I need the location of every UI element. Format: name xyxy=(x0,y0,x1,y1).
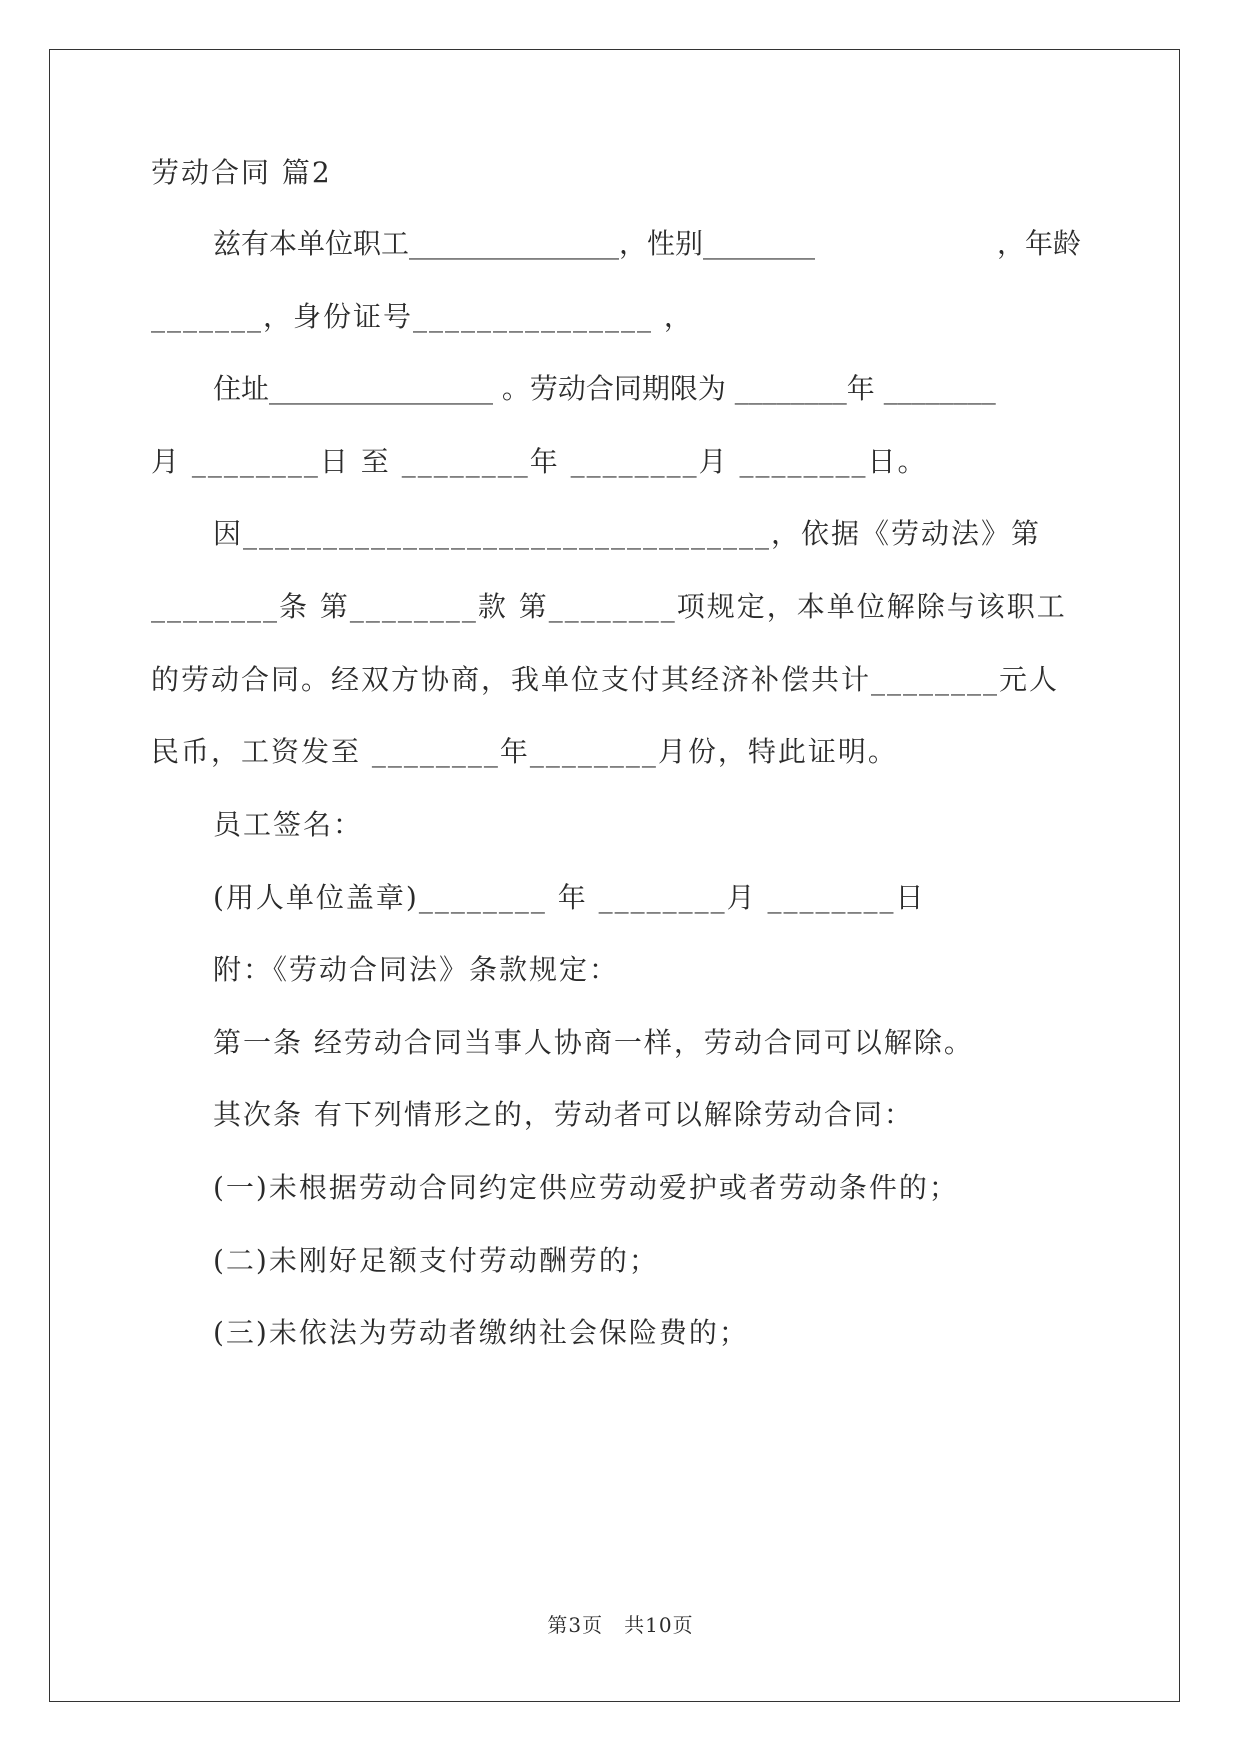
paragraph-line-4: 月 ________日 至 ________年 ________月 ________日。 xyxy=(151,445,928,478)
paragraph-line-7: 的劳动合同。经双方协商，我单位支付其经济补偿共计________元人 xyxy=(151,663,1060,696)
article-one: 第一条 经劳动合同当事人协商一样，劳动合同可以解除。 xyxy=(213,1026,974,1059)
article-two: 其次条 有下列情形之的，劳动者可以解除劳动合同： xyxy=(213,1098,914,1131)
employee-signature-label: 员工签名： xyxy=(213,808,364,841)
page-border xyxy=(49,49,1180,1702)
clause-two: (二)未刚好足额支付劳动酬劳的； xyxy=(213,1244,659,1277)
paragraph-line-8: 民币，工资发至 ________年________月份，特此证明。 xyxy=(151,735,898,768)
line-1-part-a: 兹有本单位职工_______________，性别________ xyxy=(213,227,816,260)
paragraph-line-2: _______，身份证号_______________ ， xyxy=(151,300,694,333)
paragraph-line-5: 因_________________________________，依据《劳动法》第 xyxy=(213,517,1042,550)
document-heading: 劳动合同 篇2 xyxy=(151,156,332,189)
line-1-part-b: ，年龄 xyxy=(996,227,1081,260)
clause-three: (三)未依法为劳动者缴纳社会保险费的； xyxy=(213,1316,749,1349)
appendix-heading: 附：《劳动合同法》条款规定： xyxy=(213,953,620,986)
page-footer: 第3页 共10页 xyxy=(547,1613,694,1637)
company-seal-line: (用人单位盖章)________ 年 ________月 ________日 xyxy=(213,881,926,914)
line-3-text: 住址________________ 。劳动合同期限为 ________年 ________ xyxy=(213,372,996,405)
paragraph-line-1 xyxy=(213,226,1081,262)
clause-one: (一)未根据劳动合同约定供应劳动爱护或者劳动条件的； xyxy=(213,1171,959,1204)
paragraph-line-6: ________条 第________款 第________项规定，本单位解除与该职工 xyxy=(151,590,1067,623)
paragraph-line-3 xyxy=(213,371,1081,407)
